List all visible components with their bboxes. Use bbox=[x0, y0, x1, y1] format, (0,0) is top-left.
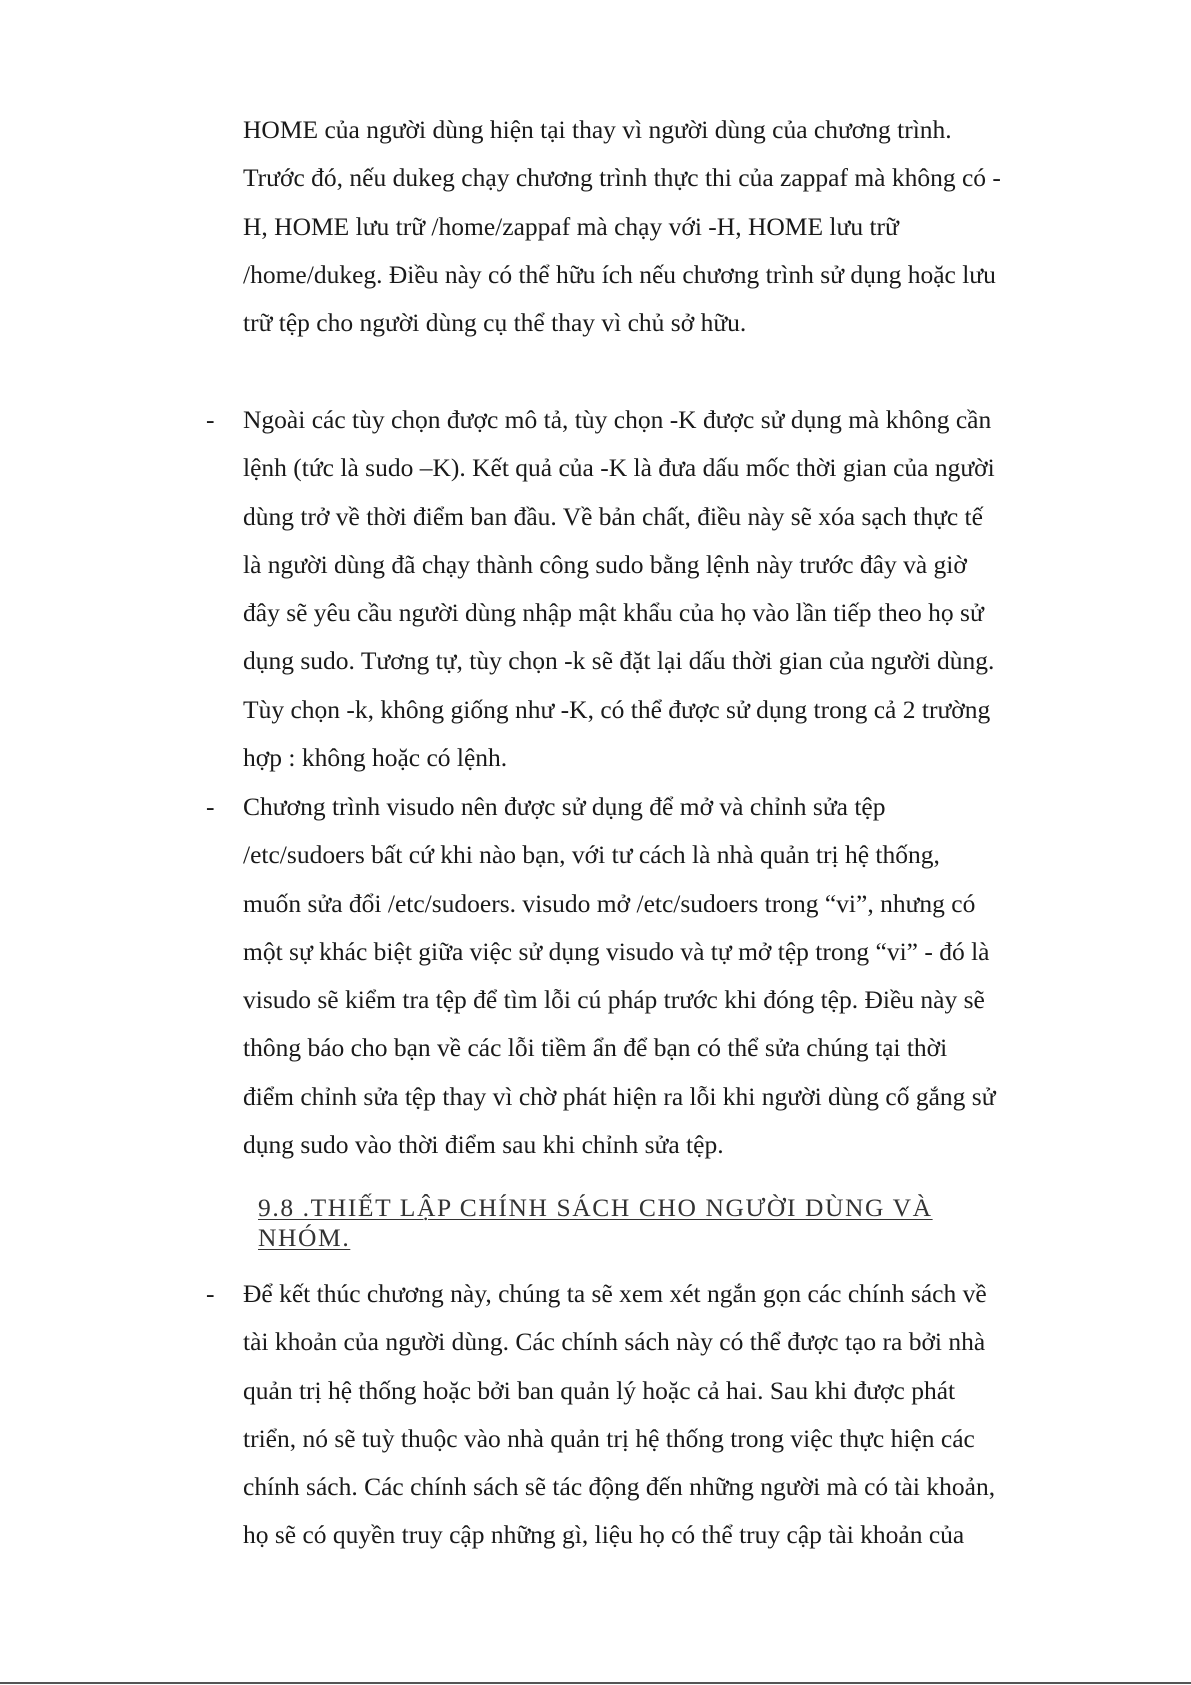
text-line: Để kết thúc chương này, chúng ta sẽ xem xét ngắn gọn các chính sách về bbox=[243, 1279, 987, 1308]
text-line: thông báo cho bạn về các lỗi tiềm ẩn để bạn có thể sửa chúng tại thời bbox=[243, 1033, 948, 1063]
section-heading bbox=[258, 1193, 1018, 1253]
section-heading-line: 9.8 .THIẾT LẬP CHÍNH SÁCH CHO NGƯỜI DÙNG VÀ bbox=[258, 1193, 933, 1222]
page-bottom-rule bbox=[0, 1682, 1191, 1684]
text-line: HOME của người dùng hiện tại thay vì người dùng của chương trình. bbox=[243, 115, 952, 144]
text-line: lệnh (tức là sudo –K). Kết quả của -K là đưa dấu mốc thời gian của người bbox=[243, 453, 995, 483]
text-line: chính sách. Các chính sách sẽ tác động đến những người mà có tài khoản, bbox=[243, 1472, 996, 1502]
paragraph-account-policies bbox=[243, 1270, 1083, 1560]
bullet-dash: - bbox=[206, 405, 215, 434]
text-line: /etc/sudoers bất cứ khi nào bạn, với tư cách là nhà quản trị hệ thống, bbox=[243, 840, 940, 870]
text-line: /home/dukeg. Điều này có thể hữu ích nếu chương trình sử dụng hoặc lưu bbox=[243, 259, 996, 289]
text-line: visudo sẽ kiểm tra tệp để tìm lỗi cú pháp trước khi đóng tệp. Điều này sẽ bbox=[243, 985, 985, 1015]
text-line: Tùy chọn -k, không giống như -K, có thể được sử dụng trong cả 2 trường bbox=[243, 694, 991, 724]
text-line: dùng trở về thời điểm ban đầu. Về bản chất, điều này sẽ xóa sạch thực tế bbox=[243, 501, 983, 531]
section-heading-line: NHÓM. bbox=[258, 1223, 351, 1252]
text-line: dụng sudo vào thời điểm sau khi chỉnh sửa tệp. bbox=[243, 1130, 724, 1160]
text-line: triển, nó sẽ tuỳ thuộc vào nhà quản trị hệ thống trong việc thực hiện các bbox=[243, 1423, 975, 1453]
text-line: Trước đó, nếu dukeg chạy chương trình thực thi của zappaf mà không có - bbox=[243, 163, 1001, 193]
paragraph-sudo-k-option bbox=[243, 396, 1083, 782]
text-line: trữ tệp cho người dùng cụ thể thay vì chủ sở hữu. bbox=[243, 308, 747, 338]
text-line: họ sẽ có quyền truy cập những gì, liệu họ có thể truy cập tài khoản của bbox=[243, 1520, 965, 1550]
text-line: dụng sudo. Tương tự, tùy chọn -k sẽ đặt lại dấu thời gian của người dùng. bbox=[243, 646, 995, 676]
text-line: đây sẽ yêu cầu người dùng nhập mật khẩu của họ vào lần tiếp theo họ sử bbox=[243, 598, 984, 628]
text-line: hợp : không hoặc có lệnh. bbox=[243, 743, 508, 773]
bullet-dash: - bbox=[206, 792, 215, 821]
text-line: quản trị hệ thống hoặc bởi ban quản lý hoặc cả hai. Sau khi được phát bbox=[243, 1375, 956, 1405]
text-line: là người dùng đã chạy thành công sudo bằng lệnh này trước đây và giờ bbox=[243, 549, 967, 579]
text-line: muốn sửa đổi /etc/sudoers. visudo mở /etc/sudoers trong “vi”, nhưng có bbox=[243, 888, 976, 918]
text-line: tài khoản của người dùng. Các chính sách này có thể được tạo ra bởi nhà bbox=[243, 1327, 986, 1357]
bullet-dash: - bbox=[206, 1279, 215, 1308]
text-line: điểm chỉnh sửa tệp thay vì chờ phát hiện ra lỗi khi người dùng cố gắng sử bbox=[243, 1081, 996, 1111]
paragraph-home-continuation bbox=[243, 106, 1083, 347]
paragraph-visudo bbox=[243, 783, 1083, 1169]
text-line: một sự khác biệt giữa việc sử dụng visudo và tự mở tệp trong “vi” - đó là bbox=[243, 936, 990, 966]
text-line: Ngoài các tùy chọn được mô tả, tùy chọn -K được sử dụng mà không cần bbox=[243, 405, 992, 434]
text-line: H, HOME lưu trữ /home/zappaf mà chạy với -H, HOME lưu trữ bbox=[243, 211, 899, 241]
text-line: Chương trình visudo nên được sử dụng để mở và chỉnh sửa tệp bbox=[243, 792, 886, 821]
